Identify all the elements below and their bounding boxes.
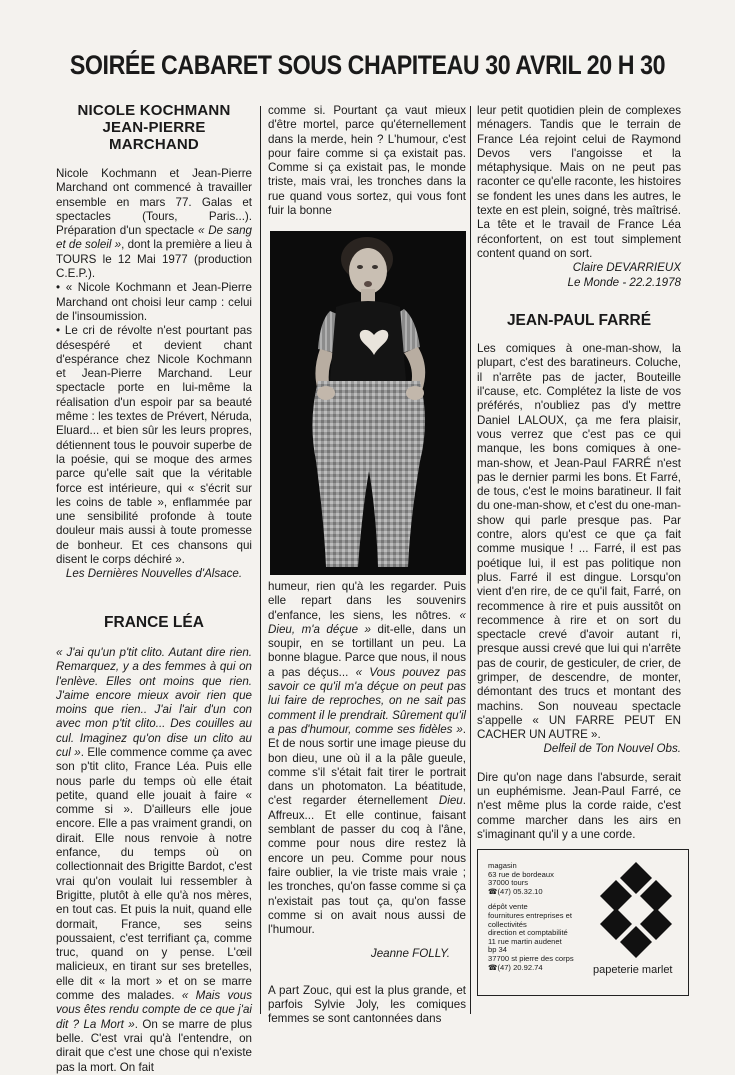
ad-address-block: [488, 862, 594, 972]
quote: « J'ai qu'un p'tit clito. Autant dire rien. Remarquez, y a des femmes à qui on l'enlève. Elles ont moins que rien. J'aime encore mieux avoir rien que moins que rien.. J'ai l'air d'un con avec mon p'tit clito... Des couilles au cul. Imaginez qu'on dise un clito au cul »: [56, 645, 252, 759]
heading-line: NICOLE KOCHMANN: [77, 102, 231, 119]
column-rule-left: [260, 106, 261, 1014]
text-span: dit-elle, dans un soupir, en se tortillant un peu. La bonne blague. Parce que nous, il nous a pas déçus...: [268, 622, 466, 679]
spectacle-title: « De sang et de soleil »: [56, 224, 253, 252]
performer-photo-image: [270, 231, 466, 575]
section-heading-kochmann-marchand: [56, 102, 252, 153]
ad-brand-name: papeterie marlet: [593, 964, 673, 976]
ad-line: ☎(47) 05.32.10: [488, 886, 543, 896]
source-credit: Delfeil de Ton Nouvel Obs.: [543, 742, 681, 756]
text-span: . On se marre de plus belle. C'est vrai qu'à l'entendre, on dirait que c'est une chose qui n'existe pas la mort. On fait: [56, 1017, 252, 1074]
ad-line: 11 rue martin audenet: [488, 936, 562, 946]
ad-line: dépôt vente: [488, 902, 528, 912]
text-span: humeur, rien qu'à les regarder. Puis elle repart dans les souvenirs d'enfance, les siens, les nôtres.: [268, 580, 466, 622]
column-middle: [268, 104, 466, 218]
quote: « Vous pouvez pas savoir ce qu'il m'a déçue on peut pas lui faire de reproches, on ne sait pas comment il le prendrait. Sûrement qu'il a pas d'humour, comme ses fidèles »: [268, 665, 466, 736]
paragraph: [56, 167, 252, 281]
paragraph: leur petit quotidien plein de complexes ménagers. Tandis que le terrain de France Léa rejoint celui de Raymond Devos vers l'angoisse et la métaphysique. Mais on ne peut pas raconter ce qu'elle raconte, les histoires se fondent les unes dans les autres, le texte en est plein, soigné, très maîtrisé. La tête et le travail de France Léa réconfortent, on est tout simplement content quand on sort.: [477, 104, 681, 260]
paragraph: • Le cri de révolte n'est pourtant pas désespéré et devient chant d'espérance chez Nicole Kochmann et Jean-Pierre Marchand. Leur spectacle porte en lui-même la réalisation d'un espoir par sa beauté même : les textes de Prévert, Néruda, Eluard... et bien sûr les leurs propres, détiennent tous le pouvoir superbe de la poésie, qui se moque des armes parce qu'elle sait que la véritable force est intérieure, qui « s'écrit sur les coins de table », enflammée par une sensibilité profonde à toute douleur mais aussi à toute promesse de bonheur. Et ces chansons qui disent le corps déchiré ».: [56, 324, 252, 567]
signature: Claire DEVARRIEUX: [572, 261, 681, 275]
text-span: . Et de nous sortir une image pieuse du bon dieu, une où il a la pâle gueule, comme s'il s'était fait tirer le portrait dans un photomaton. La béatitude, c'est regarder éternellement: [268, 722, 466, 808]
ad-line: collectivités: [488, 919, 527, 929]
paragraph: Dire qu'on nage dans l'absurde, serait un euphémisme. Jean-Paul Farré, ce n'est même plus la corde raide, c'est comme marcher dans les airs en s'imaginant qu'il y a une corde.: [477, 770, 681, 841]
paragraph: [56, 646, 252, 1075]
paragraph: • « Nicole Kochmann et Jean-Pierre Marchand ont choisi leur camp : celui de l'insoumission.: [56, 281, 252, 323]
paragraph: comme si. Pourtant ça vaut mieux d'être mortel, parce qu'éternellement dans la merde, hein ? L'humour, c'est pour faire comme si ça existait pas. Comme si ça existait pas, le monde triste, mais vrai, les tronches dans la rue quand vous sortez, qui vous font fuir la bonne: [268, 104, 466, 218]
column-left: [56, 102, 252, 1075]
paragraph: A part Zouc, qui est la plus grande, et parfois Sylvie Joly, les comiques femmes se sont cantonnées dans: [268, 983, 466, 1026]
text-span: . Elle commence comme ça avec son p'tit clito, France Léa. Puis elle nous parle du temps où elle était petite, quand elle jouait à faire « comme si ». D'ailleurs elle joue encore. Elle a pas vraiment grandi, on dirait. Elle nous renvoie à notre enfance, du temps où on collectionnait des Brigitte Bardot, c'est vrai qu'on voulait lui ressembler à Brigitte, plutôt à elle qu'à nos mères, en tout cas. Et puis la nuit, quand elle dormait, France, ses seins poussaient, c'est terrifiant ça, comme truc, quand on y pense. L'œil malicieux, en tirant sur ses bretelles, elle dit « la mort » et on se marre comme des malades.: [56, 745, 252, 1003]
column-rule-right: [470, 106, 471, 1014]
signature: Jeanne FOLLY.: [370, 947, 450, 961]
text-span: Nicole Kochmann et Jean-Pierre Marchand ont commencé à travailler ensemble en mars 77. Galas et spectacles (Tours, Paris...). Préparation d'un spectacle: [56, 167, 252, 238]
paragraph: [268, 580, 466, 937]
quote: « Dieu, m'a déçue »: [268, 608, 466, 636]
source-credit: Les Dernières Nouvelles d'Alsace.: [65, 567, 243, 581]
advertisement-box: [477, 849, 689, 996]
ad-line: fournitures entreprises et: [488, 910, 572, 920]
emphasis: Dieu: [438, 794, 463, 808]
ad-line: ☎(47) 20.92.74: [488, 962, 543, 972]
ad-line: 37000 tours: [488, 878, 529, 888]
page-headline: SOIRÉE CABARET SOUS CHAPITEAU 30 AVRIL 20 H 30: [69, 50, 666, 80]
text-span: , dont la première a lieu à TOURS le 12 Mai 1977 (production C.E.P.).: [56, 238, 252, 281]
text-span: . Affreux... Et elle continue, faisant semblant de passer du coq à l'âne, comme pour nous dire restez là encore un peu. Comme pour nous faire oublier, la vie triste mais vraie ; les tronches, qu'on fasse comme si ça n'existait pas tout ça, qu'on fasse comme si on avait nous aussi de l'humour.: [268, 794, 466, 937]
ad-line: direction et comptabilité: [488, 928, 568, 938]
papeterie-logo-icon: [590, 858, 682, 962]
section-heading-france-lea: FRANCE LÉA: [104, 613, 204, 631]
ad-line: 37700 st pierre des corps: [488, 953, 574, 963]
ad-line: 63 rue de bordeaux: [488, 869, 554, 879]
quote: « Mais vous vous êtes rendu compte de ce que j'ai dit ? La Mort »: [56, 989, 252, 1031]
section-heading-farre: JEAN-PAUL FARRÉ: [506, 311, 652, 329]
column-middle-lower: [268, 580, 466, 1027]
heading-line: JEAN-PIERRE MARCHAND: [102, 119, 206, 153]
signature-source: Le Monde - 22.2.1978: [567, 275, 681, 289]
column-right: [477, 104, 681, 865]
performer-photo: [270, 231, 466, 575]
ad-line: bp 34: [488, 945, 508, 955]
ad-line: magasin: [488, 861, 517, 870]
paragraph: Les comiques à one-man-show, la plupart, c'est des baratineurs. Coluche, il n'arrête pas de jacter, Bouteille il'cause, etc. Complétez la liste de vos préférés, n'oubliez pas d'y mettre Daniel LALOUX, ça me fera plaisir, vous verrez que c'est pas ce qui manque, les bons comiques à one-man-show, et Jean-Paul FARRÉ n'est pas le dernier parmi les bons. Et Farré, de tous, c'est le moins baratineur. Il fait du one-man-show, et c'est du one-man-show qui parle presque pas. Par contre, alors qu'est ce que ça fait comme musique ! ... Farré, il est pas poétique lui, il est pas politique non plus. Farré il est dingue. Lorsqu'on vient d'en rire, de ce qu'il fait, Farré, on recommence à rire et puis aussitôt on recommence à rire et on sort du spectacle crevé d'avoir autant ri, presque aussi crevé que lui qui n'arrête pas de courir, de gesticuler, de crier, de grimper, de descendre, de monter, démontant des trucs et montant des machins. Son nouveau spectacle s'appelle « UN FARRE PEUT EN CACHER UN AUTRE ».: [477, 342, 681, 742]
